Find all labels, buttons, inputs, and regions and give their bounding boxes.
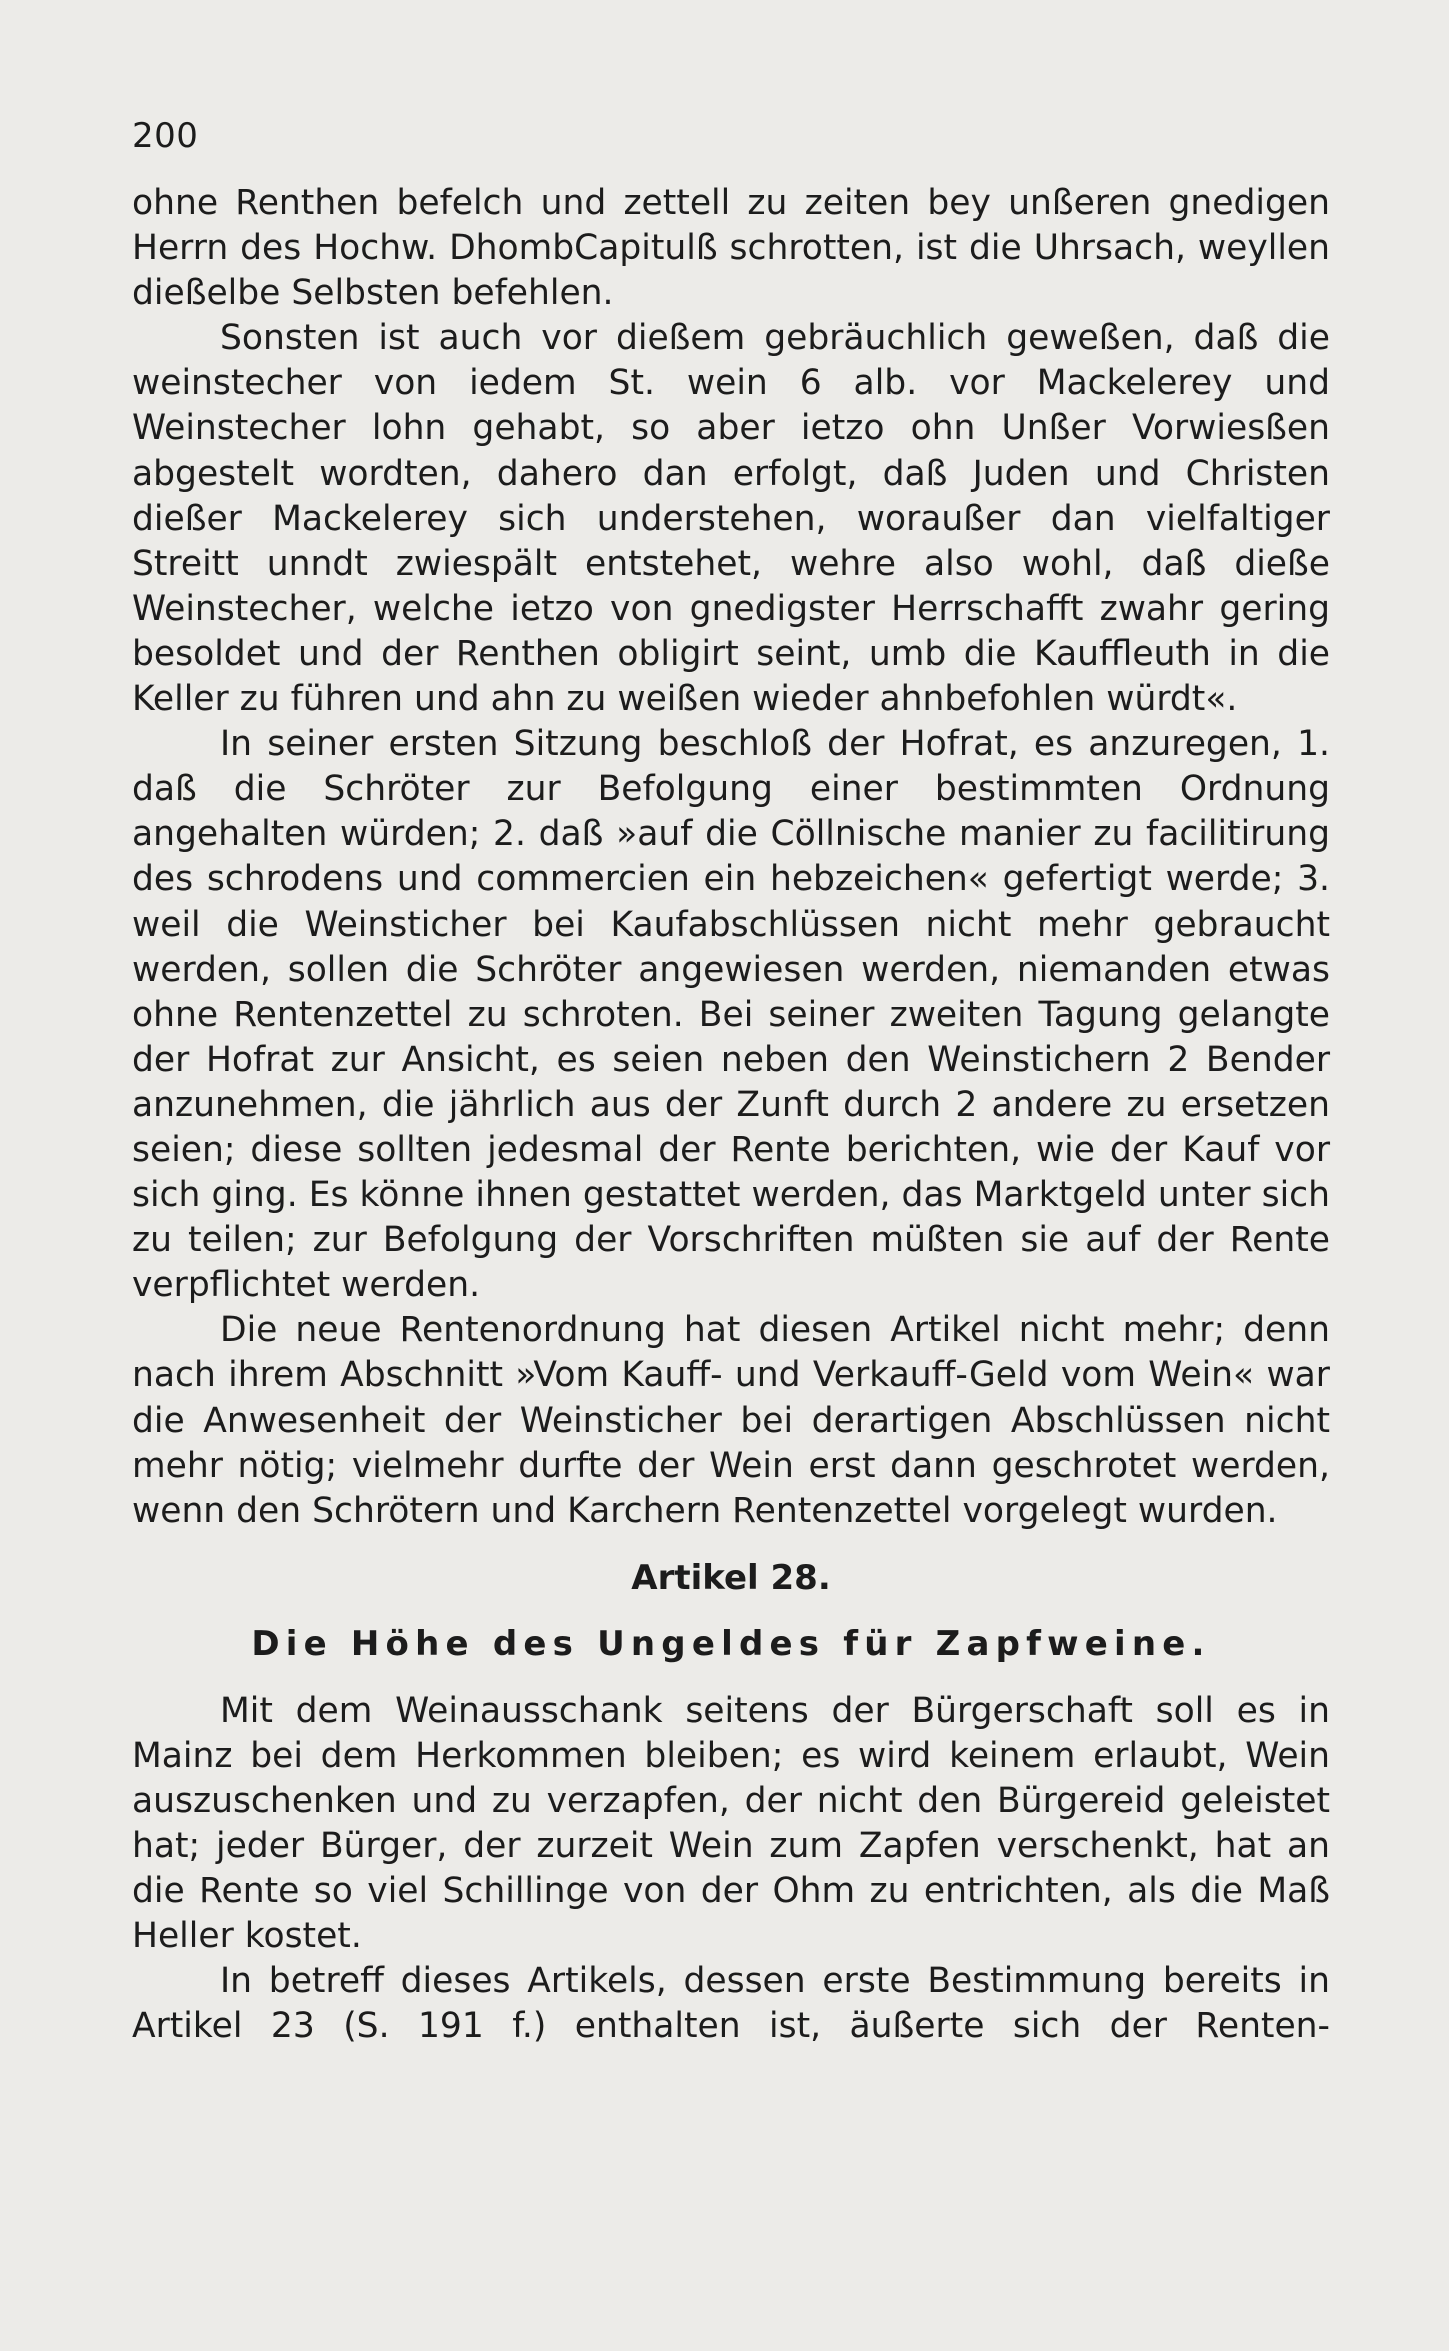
- paragraph-weinausschank: Mit dem Weinausschank seitens der Bürgerschaft soll es in Mainz bei dem Herkommen bleiben; es wird keinem erlaubt, Wein auszuschenken und zu verzapfen, der nicht den Bürgereid geleistet hat; jeder Bürger, der zurzeit Wein zum Zapfen verschenkt, hat an die Rente so viel Schillinge von der Ohm zu entrichten, als die Maß Heller kostet.: [132, 1690, 1330, 1957]
- paragraph-rentenordnung: Die neue Rentenordnung hat diesen Artikel nicht mehr; denn nach ihrem Abschnitt »Vom Kauff- und Verkauff-Geld vom Wein« war die Anwesenheit der Weinsticher bei derartigen Abschlüssen nicht mehr nötig; vielmehr durfte der Wein erst dann geschrotet werden, wenn den Schrötern und Karchern Rentenzettel vorgelegt wurden.: [132, 1310, 1330, 1531]
- paragraph-continued-quote: ohne Renthen befelch und zettell zu zeiten bey unßeren gnedigen Herrn des Hochw. DhombCapitulß schrotten, ist die Uhrsach, weyllen dießelbe Selbsten befehlen.: [132, 183, 1330, 314]
- article-heading: Artikel 28.: [631, 1557, 831, 1598]
- article-title: Die Höhe des Ungeldes für Zapfweine.: [251, 1623, 1211, 1664]
- page-number: 200: [132, 116, 199, 156]
- paragraph-hofrat-sitzung: In seiner ersten Sitzung beschloß der Hofrat, es anzuregen, 1. daß die Schröter zur Befolgung einer bestimmten Ordnung angehalten würden; 2. daß »auf die Cöllnische manier zu facilitirung des schrodens und commercien ein hebzeichen« gefertigt werde; 3. weil die Weinsticher bei Kaufabschlüssen nicht mehr gebraucht werden, sollen die Schröter angewiesen werden, niemanden etwas ohne Rentenzettel zu schroten. Bei seiner zweiten Tagung gelangte der Hofrat zur Ansicht, es seien neben den Weinstichern 2 Bender anzunehmen, die jährlich aus der Zunft durch 2 andere zu ersetzen seien; diese sollten jedesmal der Rente berichten, wie der Kauf vor sich ging. Es könne ihnen gestattet werden, das Marktgeld unter sich zu teilen; zur Befolgung der Vorschriften müßten sie auf der Rente verpflichtet werden.: [132, 724, 1330, 1306]
- paragraph-in-betreff: In betreff dieses Artikels, dessen erste Bestimmung bereits in Artikel 23 (S. 191 f.) enthalten ist, äußerte sich der Renten-: [132, 1961, 1330, 2047]
- paragraph-sonsten: Sonsten ist auch vor dießem gebräuchlich geweßen, daß die weinstecher von iedem St. wein 6 alb. vor Mackelerey und Weinstecher lohn gehabt, so aber ietzo ohn Unßer Vorwiesßen abgestelt wordten, dahero dan erfolgt, daß Juden und Christen dießer Mackelerey sich understehen, woraußer dan vielfaltiger Streitt unndt zwiespält entstehet, wehre also wohl, daß dieße Weinstecher, welche ietzo von gnedigster Herrschafft zwahr gering besoldet und der Renthen obligirt seint, umb die Kauffleuth in die Keller zu führen und ahn zu weißen wieder ahnbefohlen würdt«.: [132, 318, 1330, 720]
